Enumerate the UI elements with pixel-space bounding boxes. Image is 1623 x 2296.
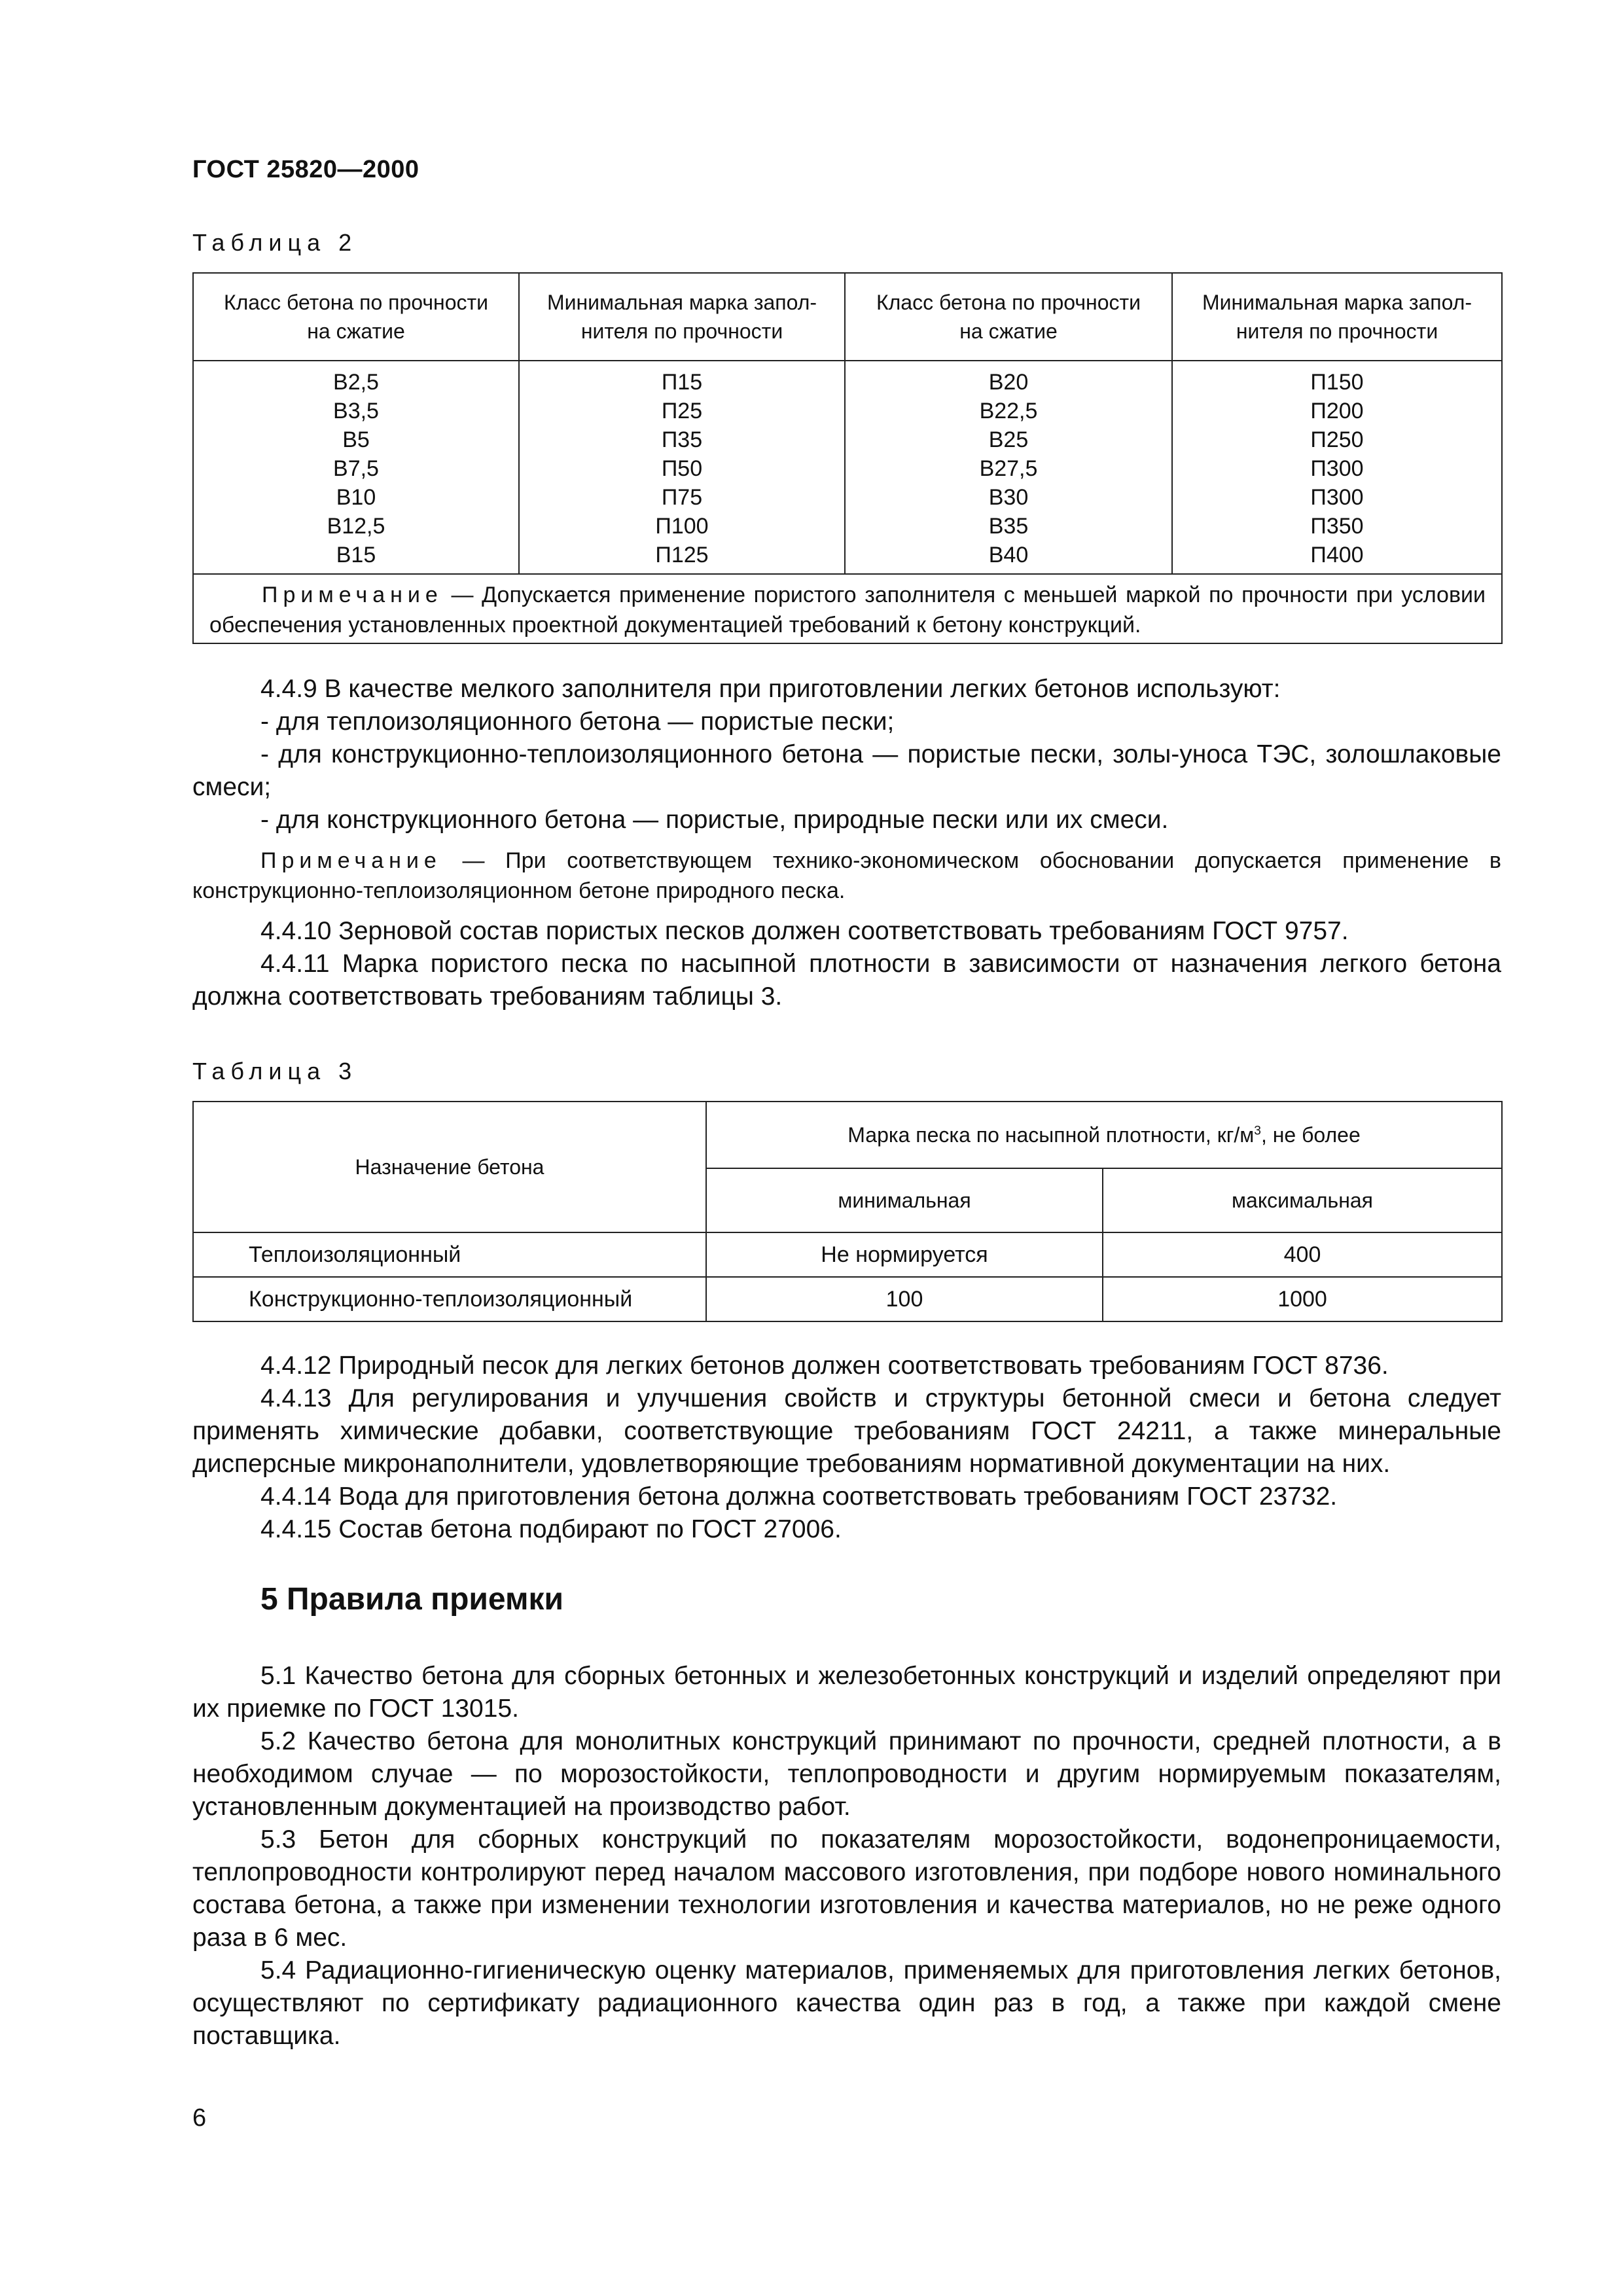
table-3-subheader-min: минимальная [706, 1168, 1103, 1232]
list-item: - для теплоизоляционного бетона — пористые пески; [260, 708, 895, 736]
table-2-note [193, 574, 1502, 643]
page-number: 6 [192, 2104, 207, 2132]
table-2-caption: Таблица 2 [192, 229, 358, 256]
list-item: - для конструкционного бетона — пористые, природные пески или их смеси. [260, 806, 1169, 834]
table-3-header-row [193, 1102, 1502, 1168]
table-3-cell-min: 100 [706, 1277, 1103, 1321]
table-2-header-cell: Класс бетона по прочности на сжатие [193, 273, 519, 361]
section-5-title: 5 Правила приемки [260, 1582, 564, 1617]
table-3-col1-header: Назначение бетона [193, 1102, 706, 1232]
table-2 [192, 272, 1503, 644]
note-paragraph [192, 846, 1501, 906]
table-2-header-cell: Класс бетона по прочности на сжатие [845, 273, 1172, 361]
paragraph: 5.2 Качество бетона для монолитных конструкций принимают по прочности, средней плотности, а в необходимом случае — по морозостойкости, теплопроводности и другим нормируемым показателям, установленным документацией на производство работ. [192, 1727, 1501, 1821]
paragraph: 5.4 Радиационно-гигиеническую оценку материалов, применяемых для приготовления легких бетонов, осуществляют по сертификату радиационного качества один раз в год, а также при каждой смене поставщика. [192, 1956, 1501, 2050]
paragraph: 4.4.11 Марка пористого песка по насыпной плотности в зависимости от назначения легкого бетона должна соответствовать требованиям таблицы 3. [192, 950, 1501, 1011]
table-2-header-row [193, 273, 1502, 361]
note-label: Примечание [262, 583, 443, 607]
table-3-cell-name: Теплоизоляционный [193, 1232, 706, 1277]
note-text: — При соответствующем технико-экономическом обосновании допускается применение в конструкционно-теплоизоляционном бетоне природного песка. [192, 848, 1501, 903]
paragraph: 4.4.15 Состав бетона подбирают по ГОСТ 27006. [260, 1515, 842, 1543]
paragraph: 4.4.10 Зерновой состав пористых песков должен соответствовать требованиям ГОСТ 9757. [260, 917, 1349, 945]
section-4-4-12 [192, 1350, 1501, 1546]
table-2-column-cell: В20 В22,5 В25 В27,5 В30 В35 В40 [845, 361, 1172, 574]
table-3-subheader-max: максимальная [1103, 1168, 1502, 1232]
note-block [192, 846, 1501, 906]
note-text: — Допускается применение пористого заполнителя с меньшей маркой по прочности при условии обеспечения установленных проектной документацией требований к бетону конструкций. [209, 583, 1486, 637]
table-2-header-cell: Минимальная марка запол- нителя по прочности [1172, 273, 1502, 361]
paragraph: 5.1 Качество бетона для сборных бетонных и железобетонных конструкций и изделий определяют при их приемке по ГОСТ 13015. [192, 1662, 1501, 1723]
paragraph: 4.4.9 В качестве мелкого заполнителя при приготовлении легких бетонов используют: [260, 675, 1281, 703]
document-header: ГОСТ 25820—2000 [192, 156, 419, 183]
paragraph: 4.4.12 Природный песок для легких бетонов должен соответствовать требованиям ГОСТ 8736. [260, 1352, 1389, 1380]
table-2-header-cell: Минимальная марка запол- нителя по прочности [519, 273, 845, 361]
paragraph: 5.3 Бетон для сборных конструкций по показателям морозостойкости, водонепроницаемости, теплопроводности контролируют перед началом массового изготовления, при подборе нового номинального состава бетона, а также при изменении технологии изготовления и качества материалов, но не реже одного раза в 6 мес. [192, 1825, 1501, 1952]
note-label: Примечание [260, 848, 442, 873]
table-2-column-cell: П15 П25 П35 П50 П75 П100 П125 [519, 361, 845, 574]
table-3 [192, 1101, 1503, 1322]
table-3-cell-max: 400 [1103, 1232, 1502, 1277]
table-row [193, 1277, 1502, 1321]
table-2-note-row [193, 574, 1502, 643]
paragraph: 4.4.13 Для регулирования и улучшения свойств и структуры бетонной смеси и бетона следует применять химические добавки, соответствующие требованиям ГОСТ 24211, а также минеральные дисперсные микронаполнители, удовлетворяющие требованиям нормативной документации на них. [192, 1384, 1501, 1478]
list-item: - для конструкционно-теплоизоляционного бетона — пористые пески, золы-уноса ТЭС, золошлаковые смеси; [192, 740, 1501, 801]
table-3-caption: Таблица 3 [192, 1058, 358, 1085]
table-2-values-row [193, 361, 1502, 574]
section-5 [192, 1660, 1501, 2053]
table-3-group-header: Марка песка по насыпной плотности, $кг/м^3$, не более [706, 1102, 1502, 1168]
table-2-column-cell: В2,5 В3,5 В5 В7,5 В10 В12,5 В15 [193, 361, 519, 574]
table-3-cell-min: Не нормируется [706, 1232, 1103, 1277]
paragraph: 4.4.14 Вода для приготовления бетона должна соответствовать требованиям ГОСТ 23732. [260, 1482, 1338, 1511]
table-3-cell-name: Конструкционно-теплоизоляционный [193, 1277, 706, 1321]
table-2-column-cell: П150 П200 П250 П300 П300 П350 П400 [1172, 361, 1502, 574]
table-3-cell-max: 1000 [1103, 1277, 1502, 1321]
section-4-4-9 [192, 673, 1501, 1013]
table-row [193, 1232, 1502, 1277]
